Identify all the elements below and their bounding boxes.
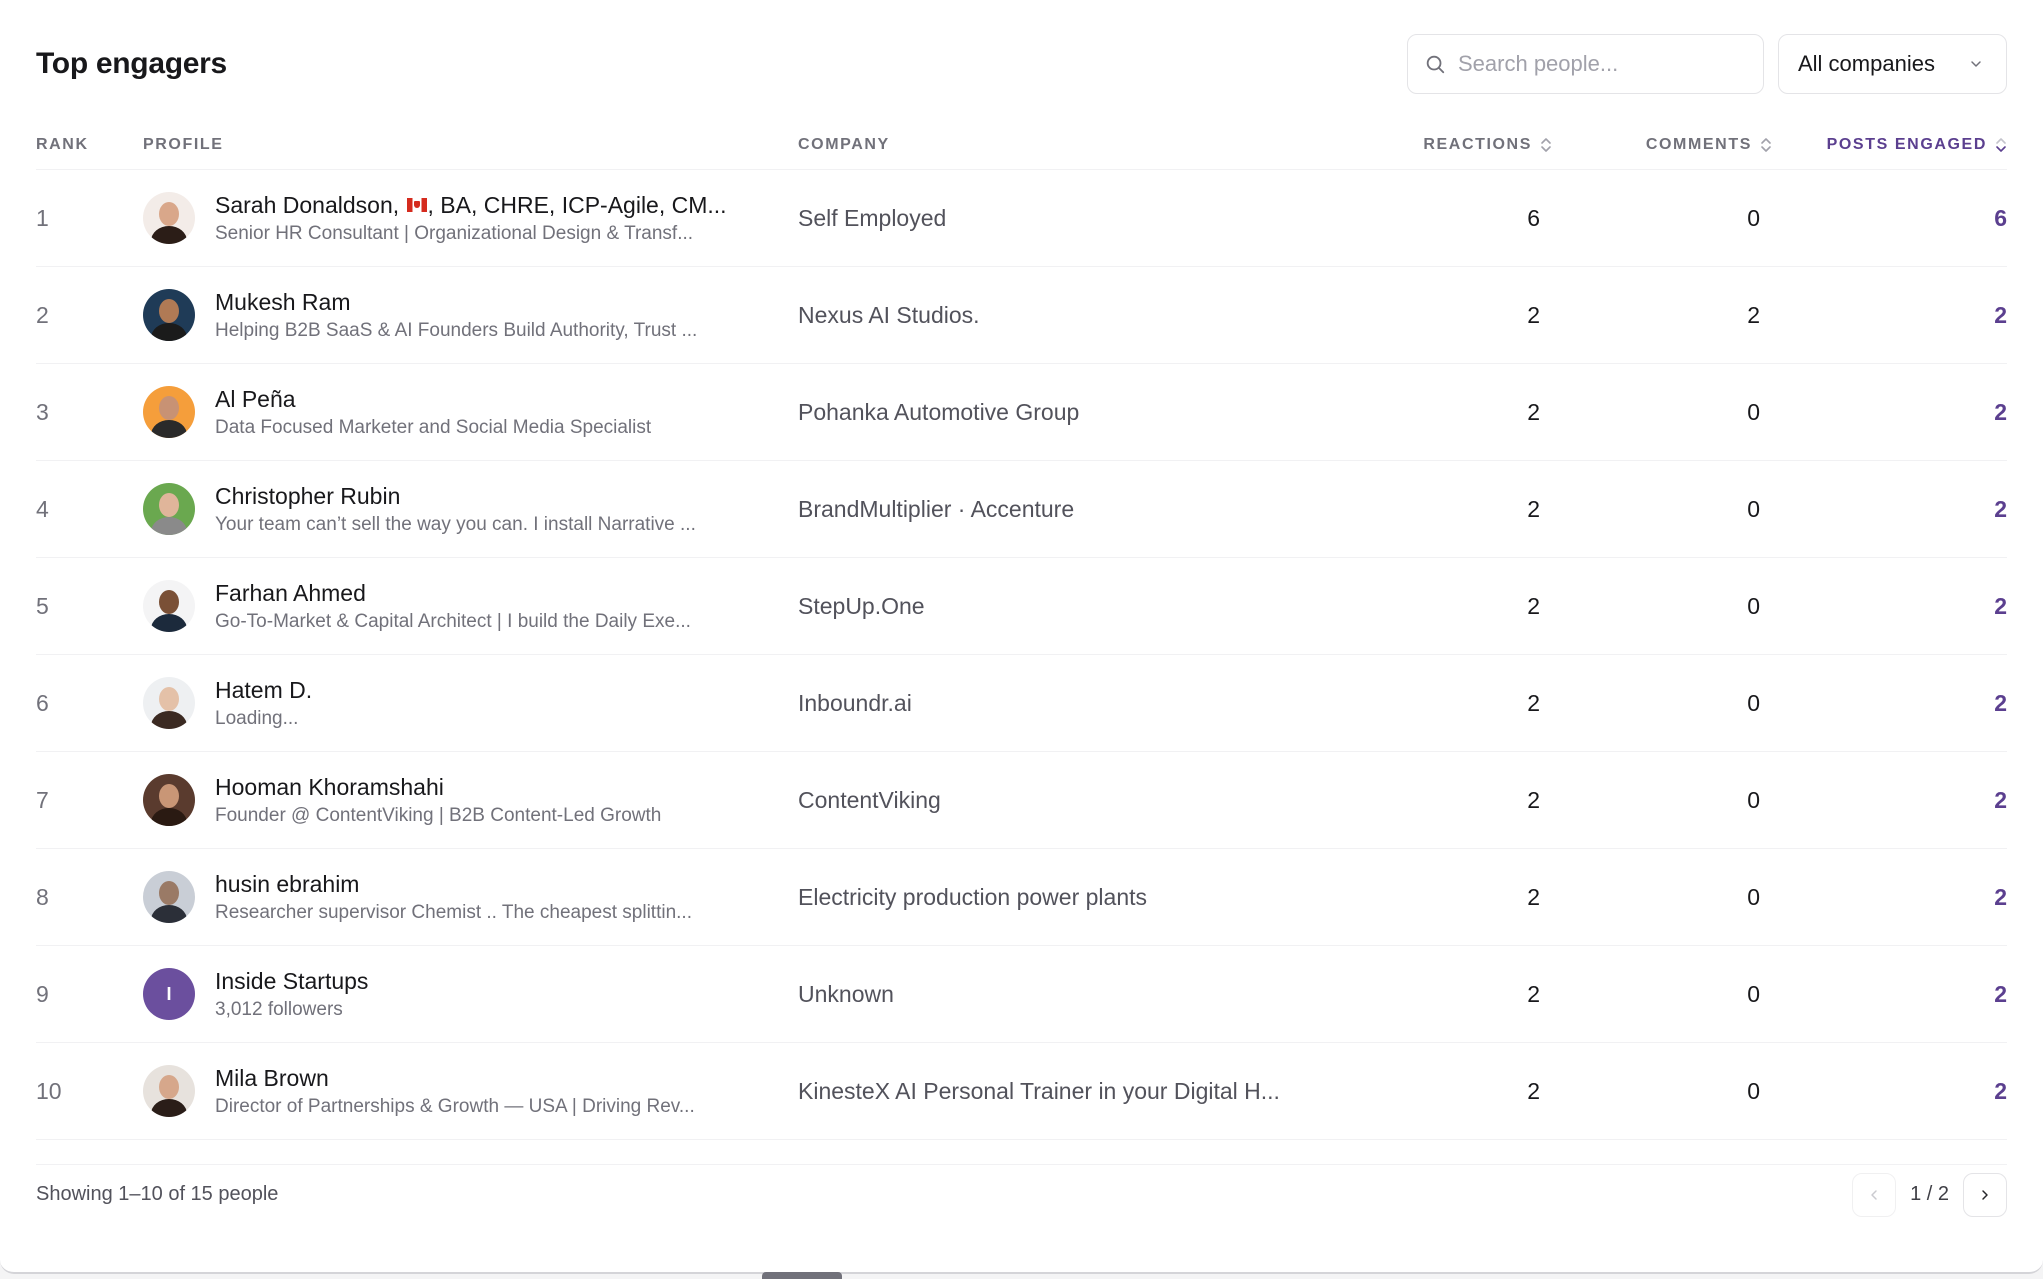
posts-engaged-cell [1772, 787, 2007, 814]
profile [143, 774, 798, 827]
company-cell [798, 884, 1358, 911]
scrollbar-handle[interactable] [762, 1272, 842, 1279]
avatar[interactable] [143, 968, 195, 1020]
profile-name-text: husin ebrahim [215, 870, 360, 897]
company-cell [798, 593, 1358, 620]
posts-engaged-count: 2 [1994, 592, 2007, 619]
comments-count: 2 [1747, 301, 1760, 328]
profile-info [215, 871, 692, 924]
comments-count: 0 [1747, 980, 1760, 1007]
profile [143, 192, 798, 245]
rank-cell: 5 [36, 592, 49, 619]
reactions-cell [1358, 399, 1552, 426]
comments-count: 0 [1747, 592, 1760, 619]
profile-cell [143, 677, 798, 730]
reactions-cell [1358, 1078, 1552, 1105]
profile-cell [143, 192, 798, 245]
rank-cell: 6 [36, 689, 49, 716]
pagination [1852, 1173, 2007, 1217]
column-header-posts-cell [1772, 136, 2007, 154]
column-header-reactions-cell [1358, 136, 1552, 154]
profile-name-text: Christopher Rubin [215, 482, 401, 509]
profile-name-text: Hooman Khoramshahi [215, 773, 444, 800]
company-name: Pohanka Automotive Group [798, 398, 1080, 425]
reactions-cell [1358, 205, 1552, 232]
sort-posts-engaged-button[interactable] [1827, 136, 2007, 154]
profile [143, 1065, 798, 1118]
profile-info [215, 386, 651, 439]
company-cell [798, 981, 1358, 1008]
posts-engaged-cell [1772, 205, 2007, 232]
chevron-left-icon [1866, 1187, 1882, 1203]
profile-cell [143, 1065, 798, 1118]
profile-cell [143, 580, 798, 633]
comments-cell [1552, 981, 1772, 1008]
profile-headline: Senior HR Consultant | Organizational Design & Transf... [215, 222, 694, 244]
posts-engaged-count: 2 [1994, 495, 2007, 522]
reactions-cell [1358, 690, 1552, 717]
profile-headline: 3,012 followers [215, 998, 343, 1020]
profile-name[interactable] [215, 483, 696, 510]
reactions-count: 2 [1527, 592, 1540, 619]
engagers-table [36, 120, 2007, 1140]
avatar[interactable] [143, 677, 195, 729]
profile-cell [143, 871, 798, 924]
column-header-posts-engaged: POSTS ENGAGED [1826, 135, 1987, 153]
profile-info [215, 677, 312, 730]
avatar[interactable] [143, 192, 195, 244]
profile-cell [143, 968, 798, 1021]
table-row[interactable] [36, 849, 2007, 946]
table-row[interactable] [36, 267, 2007, 364]
posts-engaged-cell [1772, 593, 2007, 620]
company-cell [798, 205, 1358, 232]
chevron-down-icon [1968, 56, 1984, 72]
profile-name[interactable] [215, 1065, 695, 1092]
avatar[interactable] [143, 580, 195, 632]
posts-engaged-cell [1772, 399, 2007, 426]
avatar[interactable] [143, 386, 195, 438]
comments-count: 0 [1747, 204, 1760, 231]
comments-count: 0 [1747, 786, 1760, 813]
reactions-count: 2 [1527, 883, 1540, 910]
reactions-count: 6 [1527, 204, 1540, 231]
profile-name[interactable] [215, 580, 691, 607]
search-box[interactable] [1407, 34, 1764, 94]
profile [143, 580, 798, 633]
search-input[interactable] [1458, 51, 1748, 77]
company-cell [798, 690, 1358, 717]
profile-headline: Data Focused Marketer and Social Media Specialist [215, 416, 652, 438]
profile [143, 386, 798, 439]
profile-info [215, 774, 661, 827]
table-row[interactable] [36, 946, 2007, 1043]
next-page-button[interactable] [1963, 1173, 2007, 1217]
reactions-cell [1358, 787, 1552, 814]
reactions-count: 2 [1527, 1077, 1540, 1104]
posts-engaged-count: 2 [1994, 301, 2007, 328]
profile-cell [143, 483, 798, 536]
results-count: Showing 1–10 of 15 people [36, 1183, 279, 1205]
posts-engaged-count: 2 [1994, 980, 2007, 1007]
posts-engaged-count: 2 [1994, 883, 2007, 910]
posts-engaged-cell [1772, 884, 2007, 911]
comments-count: 0 [1747, 1077, 1760, 1104]
page-indicator: 1 / 2 [1910, 1183, 1949, 1205]
sort-icon [1540, 137, 1552, 153]
table-body [36, 170, 2007, 1140]
column-header-rank: RANK [36, 135, 89, 153]
profile-info [215, 192, 727, 245]
profile-name-text: Al Peña [215, 385, 296, 412]
profile-name-text: Inside Startups [215, 967, 369, 994]
company-filter-value: All companies [1798, 51, 1935, 76]
profile-name-text: Mukesh Ram [215, 288, 351, 315]
profile-info [215, 1065, 695, 1118]
chevron-right-icon [1977, 1187, 1993, 1203]
comments-cell [1552, 593, 1772, 620]
company-name: Electricity production power plants [798, 883, 1147, 910]
avatar[interactable] [143, 774, 195, 826]
comments-count: 0 [1747, 689, 1760, 716]
avatar[interactable] [143, 1065, 195, 1117]
previous-page-button[interactable] [1852, 1173, 1896, 1217]
profile [143, 871, 798, 924]
table-row[interactable] [36, 655, 2007, 752]
table-row[interactable] [36, 1043, 2007, 1140]
comments-cell [1552, 884, 1772, 911]
profile-name[interactable] [215, 677, 312, 704]
sort-comments-button[interactable] [1646, 136, 1772, 154]
rank-cell: 10 [36, 1077, 62, 1104]
reactions-cell [1358, 496, 1552, 523]
avatar[interactable] [143, 871, 195, 923]
profile-name[interactable] [215, 386, 651, 413]
profile-name-part: Sarah Donaldson, [215, 191, 406, 218]
company-name: Self Employed [798, 204, 947, 231]
profile-name-text: Hatem D. [215, 676, 313, 703]
profile [143, 483, 798, 536]
column-header-company: COMPANY [798, 135, 890, 153]
profile-info [215, 289, 697, 342]
reactions-cell [1358, 981, 1552, 1008]
profile [143, 289, 798, 342]
company-cell [798, 496, 1358, 523]
column-header-comments-cell [1552, 136, 1772, 154]
table-footer [36, 1164, 2007, 1224]
posts-engaged-cell [1772, 981, 2007, 1008]
profile [143, 968, 798, 1021]
company-name: Nexus AI Studios. [798, 301, 980, 328]
profile-name[interactable] [215, 289, 697, 316]
table-row[interactable] [36, 752, 2007, 849]
profile-name[interactable] [215, 871, 692, 898]
company-cell [798, 787, 1358, 814]
profile-name-text: Mila Brown [215, 1064, 329, 1091]
posts-engaged-cell [1772, 302, 2007, 329]
posts-engaged-count: 2 [1994, 786, 2007, 813]
profile-cell [143, 386, 798, 439]
posts-engaged-cell [1772, 690, 2007, 717]
profile [143, 677, 798, 730]
profile-name[interactable] [215, 192, 727, 219]
profile-name[interactable] [215, 968, 368, 995]
profile-info [215, 483, 696, 536]
table-row[interactable] [36, 364, 2007, 461]
company-cell [798, 1078, 1358, 1105]
profile-cell [143, 289, 798, 342]
table-header [36, 120, 2007, 170]
table-row[interactable] [36, 558, 2007, 655]
column-header-reactions: REACTIONS [1423, 135, 1532, 153]
company-name: ContentViking [798, 786, 941, 813]
sort-reactions-button[interactable] [1423, 136, 1552, 154]
posts-engaged-cell [1772, 1078, 2007, 1105]
comments-count: 0 [1747, 495, 1760, 522]
table-row[interactable] [36, 170, 2007, 267]
rank-cell: 9 [36, 980, 49, 1007]
posts-engaged-cell [1772, 496, 2007, 523]
page-title: Top engagers [36, 47, 227, 80]
table-row[interactable] [36, 461, 2007, 558]
rank-cell: 8 [36, 883, 49, 910]
comments-cell [1552, 496, 1772, 523]
comments-cell [1552, 1078, 1772, 1105]
search-icon [1424, 53, 1446, 75]
company-cell [798, 302, 1358, 329]
company-name: Unknown [798, 980, 894, 1007]
canada-flag-icon [407, 198, 427, 212]
reactions-count: 2 [1527, 786, 1540, 813]
card-header [36, 34, 2007, 94]
company-filter-select[interactable] [1778, 34, 2007, 94]
company-name: StepUp.One [798, 592, 925, 619]
column-header-profile: PROFILE [143, 135, 224, 153]
comments-cell [1552, 205, 1772, 232]
profile-headline: Founder @ ContentViking | B2B Content-Led Growth [215, 804, 662, 826]
comments-cell [1552, 399, 1772, 426]
rank-cell: 4 [36, 495, 49, 522]
profile-name-part: , BA, CHRE, ICP-Agile, CM... [427, 191, 727, 218]
posts-engaged-count: 2 [1994, 1077, 2007, 1104]
reactions-count: 2 [1527, 689, 1540, 716]
reactions-count: 2 [1527, 980, 1540, 1007]
rank-cell: 7 [36, 786, 49, 813]
comments-count: 0 [1747, 398, 1760, 425]
reactions-count: 2 [1527, 495, 1540, 522]
avatar[interactable] [143, 289, 195, 341]
profile-name[interactable] [215, 774, 661, 801]
profile-headline: Your team can’t sell the way you can. I install Narrative ... [215, 513, 696, 535]
comments-cell [1552, 302, 1772, 329]
column-header-comments: COMMENTS [1645, 135, 1752, 153]
rank-cell: 3 [36, 398, 49, 425]
profile-name-text: Farhan Ahmed [215, 579, 366, 606]
profile-info [215, 968, 368, 1021]
profile-cell [143, 774, 798, 827]
profile-headline: Go-To-Market & Capital Architect | I build the Daily Exe... [215, 610, 691, 632]
reactions-cell [1358, 884, 1552, 911]
company-cell [798, 399, 1358, 426]
comments-count: 0 [1747, 883, 1760, 910]
profile-info [215, 580, 691, 633]
profile-headline: Director of Partnerships & Growth — USA | Driving Rev... [215, 1095, 695, 1117]
profile-headline: Helping B2B SaaS & AI Founders Build Authority, Trust ... [215, 319, 698, 341]
sort-descending-icon [1995, 137, 2007, 153]
sort-icon [1760, 137, 1772, 153]
posts-engaged-count: 2 [1994, 689, 2007, 716]
reactions-cell [1358, 302, 1552, 329]
company-name: BrandMultiplier · Accenture [798, 495, 1075, 522]
rank-cell: 2 [36, 301, 49, 328]
reactions-cell [1358, 593, 1552, 620]
header-controls [1407, 34, 2007, 94]
profile-headline: Loading... [215, 707, 299, 729]
avatar[interactable] [143, 483, 195, 535]
comments-cell [1552, 690, 1772, 717]
company-name: Inboundr.ai [798, 689, 912, 716]
profile-headline: Researcher supervisor Chemist .. The cheapest splittin... [215, 901, 692, 923]
posts-engaged-count: 6 [1994, 204, 2007, 231]
posts-engaged-count: 2 [1994, 398, 2007, 425]
reactions-count: 2 [1527, 398, 1540, 425]
company-name: KinesteX AI Personal Trainer in your Digital H... [798, 1077, 1280, 1104]
comments-cell [1552, 787, 1772, 814]
reactions-count: 2 [1527, 301, 1540, 328]
avatar-initial: I [166, 983, 172, 1004]
rank-cell: 1 [36, 204, 49, 231]
